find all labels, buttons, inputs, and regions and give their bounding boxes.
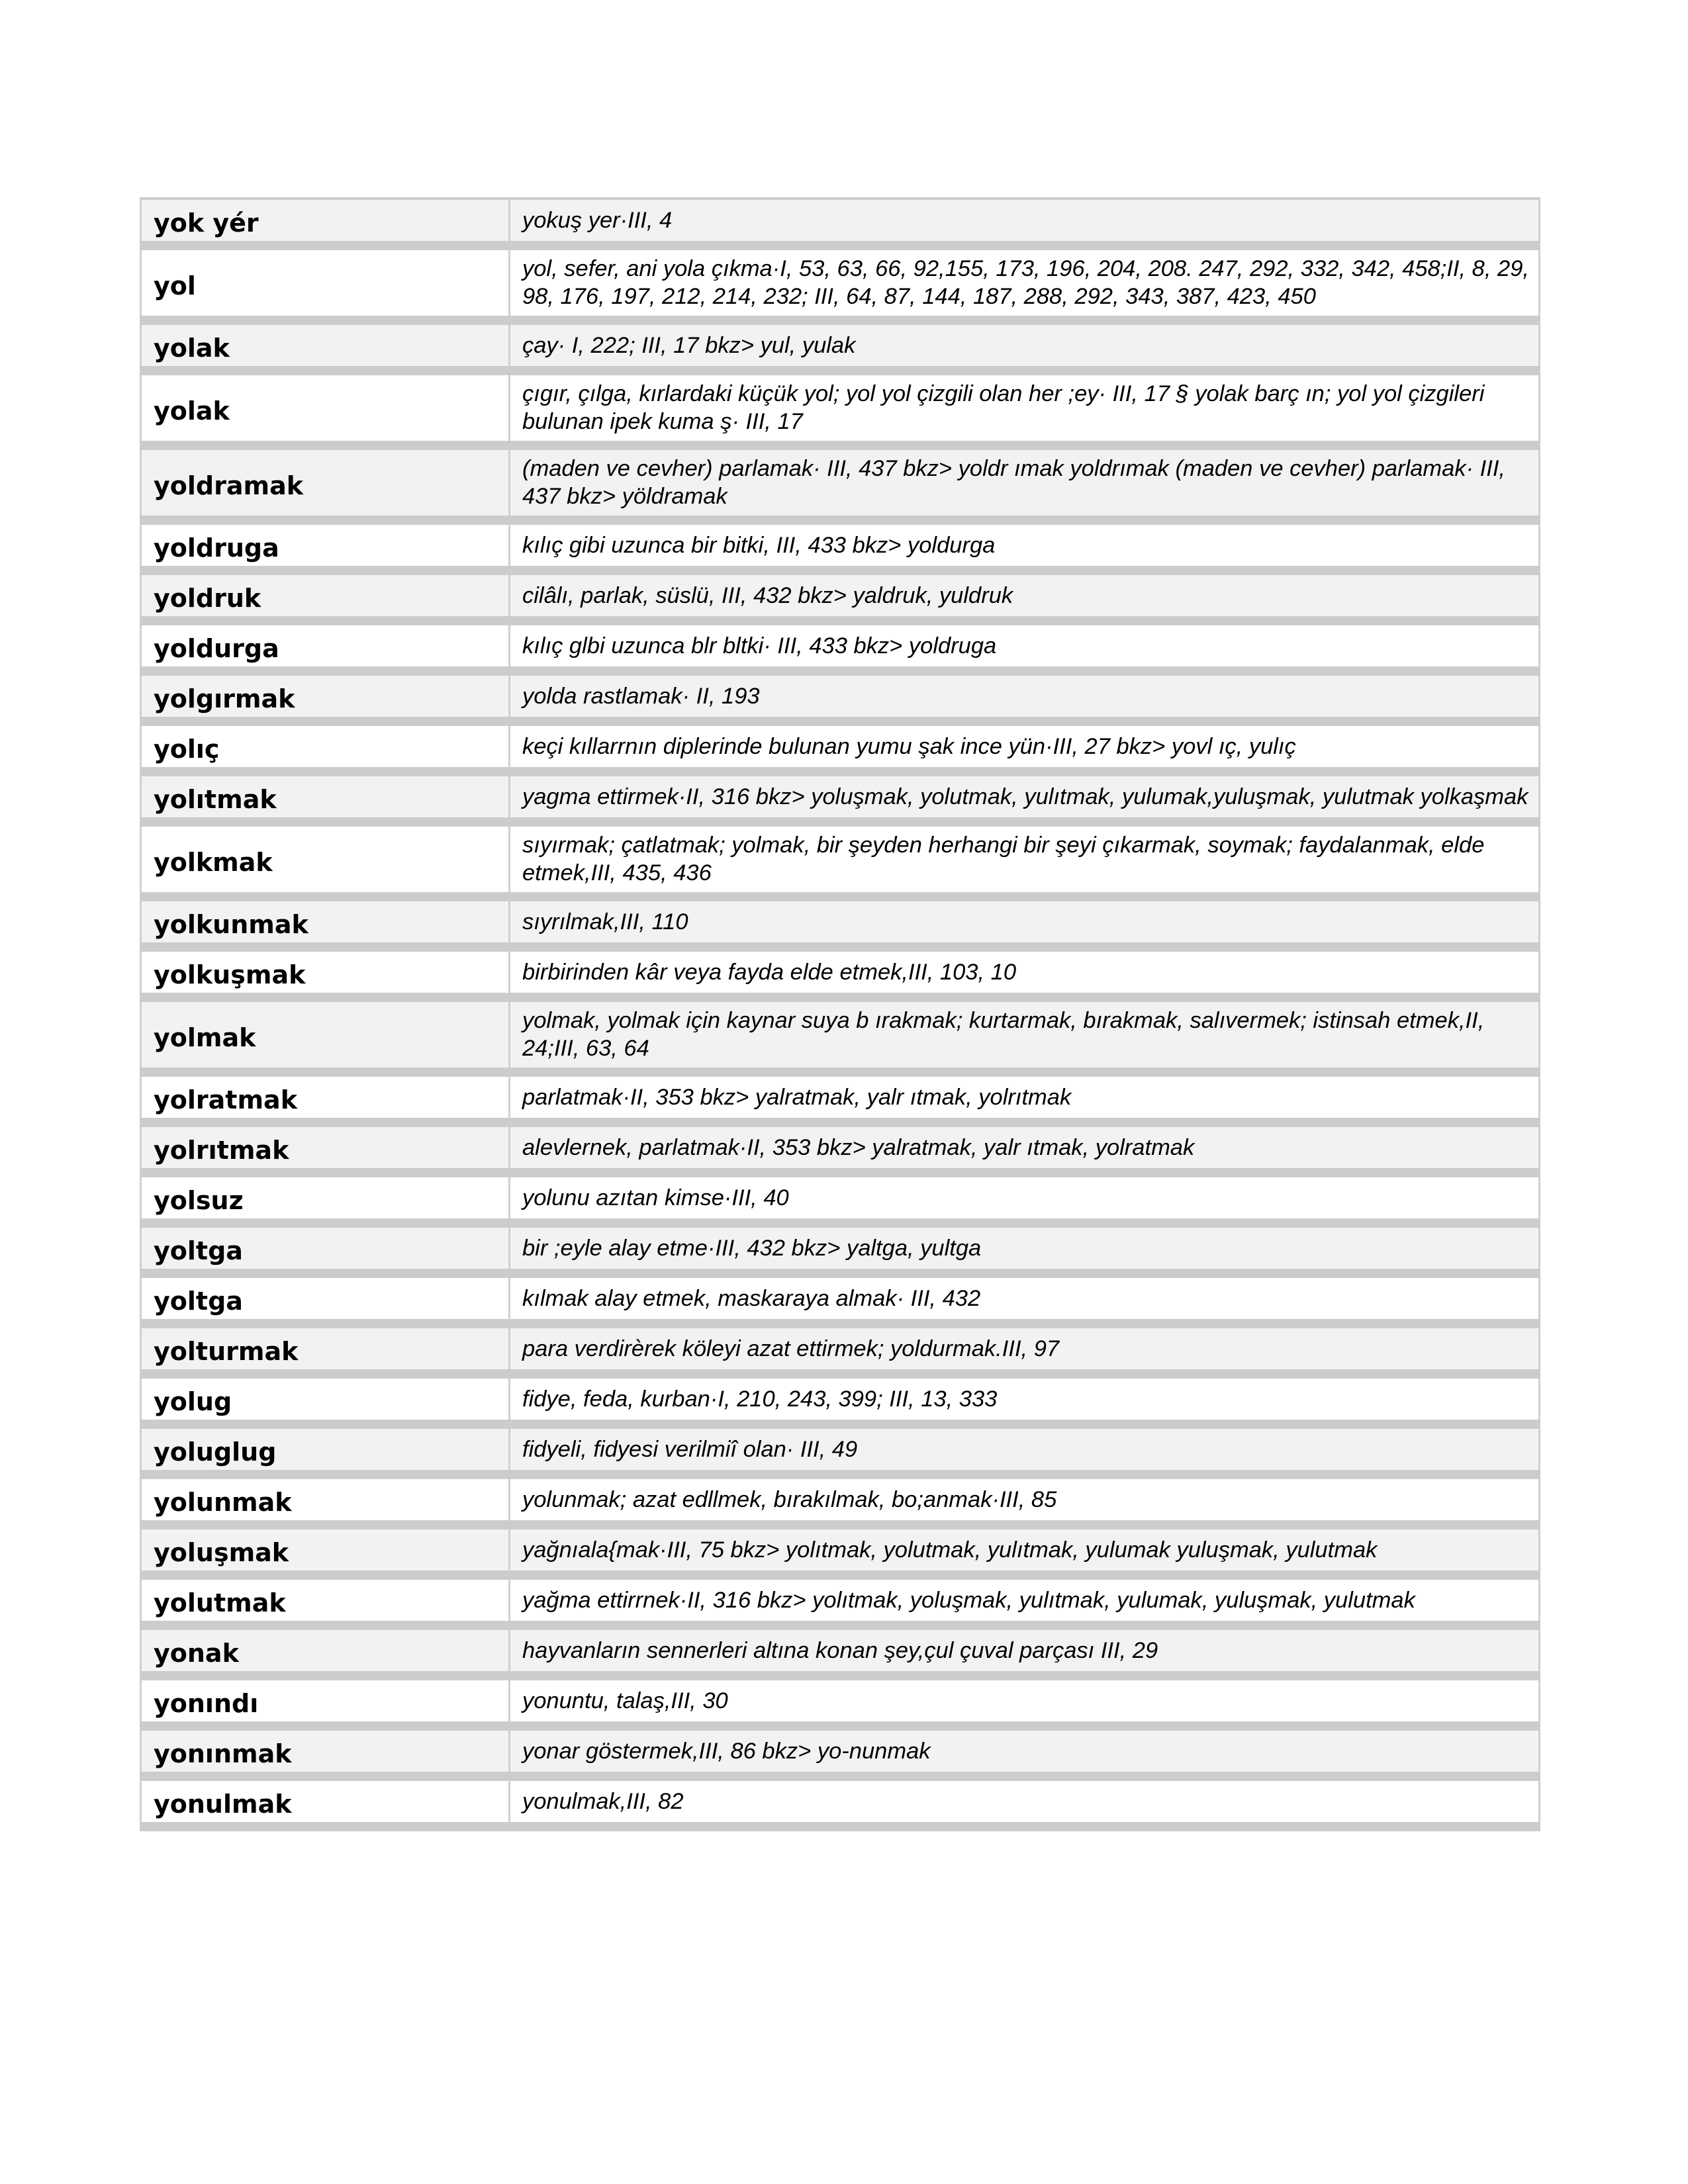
definition: cilâlı, parlak, süslü, III, 432 bkz> yaldruk, yuldruk xyxy=(510,570,1540,621)
definition: yonar göstermek,III, 86 bkz> yo-nunmak xyxy=(510,1726,1540,1776)
table-row xyxy=(141,1324,1540,1374)
headword: yok yér xyxy=(141,199,510,246)
headword: yonındı xyxy=(141,1676,510,1726)
headword: yolug xyxy=(141,1374,510,1424)
table-row xyxy=(141,1273,1540,1324)
table-row xyxy=(141,772,1540,822)
headword: yoluglug xyxy=(141,1424,510,1475)
table-row xyxy=(141,445,1540,520)
definition: para verdirèrek köleyi azat ettirmek; yoldurmak.III, 97 xyxy=(510,1324,1540,1374)
table-row xyxy=(141,371,1540,445)
headword: yolkmak xyxy=(141,822,510,897)
definition: yolunmak; azat edllmek, bırakılmak, bo;anmak·III, 85 xyxy=(510,1475,1540,1525)
definition: kılmak alay etmek, maskaraya almak· III, 432 xyxy=(510,1273,1540,1324)
table-row xyxy=(141,1676,1540,1726)
dictionary-body xyxy=(141,199,1540,1827)
definition: yağma ettirrnek·II, 316 bkz> yolıtmak, yoluşmak, yulıtmak, yulumak, yuluşmak, yulutmak xyxy=(510,1575,1540,1625)
definition: sıyrılmak,III, 110 xyxy=(510,897,1540,947)
headword: yolıç xyxy=(141,721,510,772)
definition: yol, sefer, ani yola çıkma·I, 53, 63, 66, 92,155, 173, 196, 204, 208. 247, 292, 332, 342, 458;II, 8, 29, 98, 176, 197, 212, 214, 232; III, 64, 87, 144, 187, 288, 292, 343, 387, 423, 450 xyxy=(510,246,1540,320)
definition: (maden ve cevher) parlamak· III, 437 bkz> yoldr ımak yoldrımak (maden ve cevher) parlamak· III, 437 bkz> yöldramak xyxy=(510,445,1540,520)
headword: yolgırmak xyxy=(141,671,510,721)
definition: yolda rastlamak· II, 193 xyxy=(510,671,1540,721)
table-row xyxy=(141,997,1540,1072)
table-row xyxy=(141,199,1540,246)
table-row xyxy=(141,1776,1540,1827)
table-row xyxy=(141,671,1540,721)
headword: yoldruga xyxy=(141,520,510,570)
table-row xyxy=(141,947,1540,997)
definition: bir ;eyle alay etme·III, 432 bkz> yaltga, yultga xyxy=(510,1223,1540,1273)
table-row xyxy=(141,570,1540,621)
headword: yolratmak xyxy=(141,1072,510,1122)
definition: alevlernek, parlatmak·II, 353 bkz> yalratmak, yalr ıtmak, yolratmak xyxy=(510,1122,1540,1173)
definition: yolunu azıtan kimse·III, 40 xyxy=(510,1173,1540,1223)
headword: yonulmak xyxy=(141,1776,510,1827)
definition: yonulmak,III, 82 xyxy=(510,1776,1540,1827)
headword: yolunmak xyxy=(141,1475,510,1525)
table-row xyxy=(141,1726,1540,1776)
headword: yoldurga xyxy=(141,621,510,671)
table-row xyxy=(141,1072,1540,1122)
dictionary-table xyxy=(140,197,1540,1831)
headword: yolrıtmak xyxy=(141,1122,510,1173)
headword: yoltga xyxy=(141,1223,510,1273)
headword: yonak xyxy=(141,1625,510,1676)
headword: yolmak xyxy=(141,997,510,1072)
definition: keçi kıllarrnın diplerinde bulunan yumu şak ince yün·III, 27 bkz> yovl ıç, yulıç xyxy=(510,721,1540,772)
definition: birbirinden kâr veya fayda elde etmek,III, 103, 10 xyxy=(510,947,1540,997)
headword: yolutmak xyxy=(141,1575,510,1625)
headword: yolak xyxy=(141,320,510,371)
definition: yagma ettirmek·II, 316 bkz> yoluşmak, yolutmak, yulıtmak, yulumak,yuluşmak, yulutmak yolkaşmak xyxy=(510,772,1540,822)
definition: fidyeli, fidyesi verilmiî olan· III, 49 xyxy=(510,1424,1540,1475)
table-row xyxy=(141,897,1540,947)
table-row xyxy=(141,721,1540,772)
table-row xyxy=(141,1122,1540,1173)
table-row xyxy=(141,246,1540,320)
definition: sıyırmak; çatlatmak; yolmak, bir şeyden herhangi bir şeyi çıkarmak, soymak; faydalanmak, elde etmek,III, 435, 436 xyxy=(510,822,1540,897)
table-row xyxy=(141,520,1540,570)
headword: yolak xyxy=(141,371,510,445)
headword: yolkuşmak xyxy=(141,947,510,997)
definition: kılıç glbi uzunca blr bltki· III, 433 bkz> yoldruga xyxy=(510,621,1540,671)
headword: yoltga xyxy=(141,1273,510,1324)
table-row xyxy=(141,1475,1540,1525)
definition: hayvanların sennerleri altına konan şey,çul çuval parçası III, 29 xyxy=(510,1625,1540,1676)
table-row xyxy=(141,1223,1540,1273)
headword: yolıtmak xyxy=(141,772,510,822)
headword: yolkunmak xyxy=(141,897,510,947)
definition: kılıç gibi uzunca bir bitki, III, 433 bkz> yoldurga xyxy=(510,520,1540,570)
table-row xyxy=(141,1374,1540,1424)
table-row xyxy=(141,1173,1540,1223)
table-row xyxy=(141,1625,1540,1676)
table-row xyxy=(141,822,1540,897)
definition: yokuş yer·III, 4 xyxy=(510,199,1540,246)
definition: yolmak, yolmak için kaynar suya b ırakmak; kurtarmak, bırakmak, salıvermek; istinsah etmek,II, 24;III, 63, 64 xyxy=(510,997,1540,1072)
table-row xyxy=(141,621,1540,671)
definition: yağnıala{mak·III, 75 bkz> yolıtmak, yolutmak, yulıtmak, yulumak yuluşmak, yulutmak xyxy=(510,1525,1540,1575)
definition: parlatmak·II, 353 bkz> yalratmak, yalr ıtmak, yolrıtmak xyxy=(510,1072,1540,1122)
definition: yonuntu, talaş,III, 30 xyxy=(510,1676,1540,1726)
definition: fidye, feda, kurban·I, 210, 243, 399; III, 13, 333 xyxy=(510,1374,1540,1424)
table-row xyxy=(141,320,1540,371)
definition: çıgır, çılga, kırlardaki küçük yol; yol yol çizgili olan her ;ey· III, 17 § yolak barç ın; yol yol çizgileri bulunan ipek kuma ş· III, 17 xyxy=(510,371,1540,445)
headword: yolsuz xyxy=(141,1173,510,1223)
headword: yolturmak xyxy=(141,1324,510,1374)
definition: çay· I, 222; III, 17 bkz> yul, yulak xyxy=(510,320,1540,371)
table-row xyxy=(141,1424,1540,1475)
headword: yoldruk xyxy=(141,570,510,621)
headword: yol xyxy=(141,246,510,320)
headword: yoluşmak xyxy=(141,1525,510,1575)
headword: yoldramak xyxy=(141,445,510,520)
headword: yonınmak xyxy=(141,1726,510,1776)
table-row xyxy=(141,1525,1540,1575)
table-row xyxy=(141,1575,1540,1625)
